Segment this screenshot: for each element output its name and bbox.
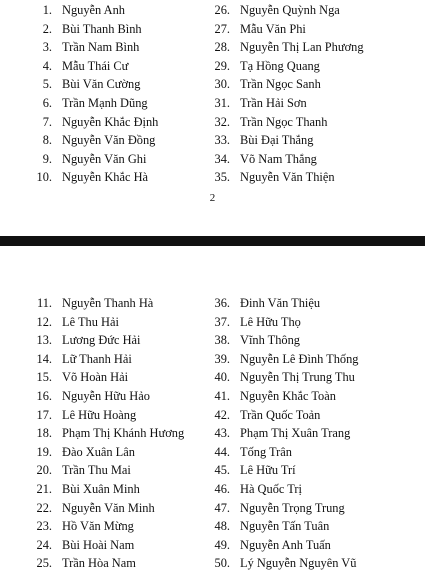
item-name: Vĩnh Thông bbox=[240, 333, 301, 348]
item-number: 34. bbox=[214, 151, 230, 166]
list-item bbox=[24, 20, 204, 39]
list-item bbox=[202, 131, 402, 150]
item-number: 8. bbox=[42, 133, 52, 148]
list-item bbox=[24, 150, 204, 169]
item-number: 32. bbox=[214, 114, 230, 129]
item-number: 5. bbox=[42, 77, 52, 92]
item-number: 14. bbox=[36, 351, 52, 366]
item-number: 10. bbox=[36, 170, 52, 185]
list-item bbox=[24, 331, 204, 350]
list-item bbox=[202, 313, 402, 332]
item-name: Hà Quốc Trị bbox=[240, 481, 302, 496]
list-item bbox=[202, 480, 402, 499]
item-name: Nguyễn Văn Đồng bbox=[62, 133, 156, 148]
item-name: Phạm Thị Xuân Trang bbox=[240, 426, 351, 441]
item-number: 19. bbox=[36, 444, 52, 459]
name-list-right bbox=[202, 1, 402, 187]
item-name: Trần Ngọc Thanh bbox=[240, 114, 328, 129]
item-number: 16. bbox=[36, 388, 52, 403]
item-name: Mẫu Thái Cư bbox=[62, 58, 129, 73]
list-item bbox=[24, 350, 204, 369]
item-name: Bùi Văn Cường bbox=[62, 77, 141, 92]
item-name: Hồ Văn Mừng bbox=[62, 519, 134, 534]
item-number: 3. bbox=[42, 40, 52, 55]
item-name: Lê Hữu Hoàng bbox=[62, 407, 137, 422]
item-name: Trần Nam Bình bbox=[62, 40, 140, 55]
document-page-bottom bbox=[0, 246, 425, 573]
list-item bbox=[202, 38, 402, 57]
item-number: 12. bbox=[36, 314, 52, 329]
list-item bbox=[24, 38, 204, 57]
list-item bbox=[202, 1, 402, 20]
list-item bbox=[24, 406, 204, 425]
item-name: Tạ Hồng Quang bbox=[240, 58, 320, 73]
list-item bbox=[24, 536, 204, 555]
list-item bbox=[202, 536, 402, 555]
item-number: 41. bbox=[214, 388, 230, 403]
item-number: 4. bbox=[42, 58, 52, 73]
item-number: 48. bbox=[214, 519, 230, 534]
item-number: 23. bbox=[36, 519, 52, 534]
item-name: Nguyễn Thanh Hà bbox=[62, 296, 154, 310]
list-item bbox=[202, 406, 402, 425]
list-item bbox=[24, 1, 204, 20]
item-name: Đinh Văn Thiệu bbox=[240, 296, 321, 310]
list-item bbox=[24, 443, 204, 462]
item-number: 24. bbox=[36, 537, 52, 552]
item-name: Nguyễn Hữu Hảo bbox=[62, 388, 150, 403]
item-number: 18. bbox=[36, 426, 52, 441]
item-name: Trần Mạnh Dũng bbox=[62, 95, 148, 110]
item-name: Nguyễn Thị Lan Phương bbox=[240, 40, 364, 55]
list-item bbox=[24, 57, 204, 76]
item-name: Lê Hữu Thọ bbox=[240, 314, 301, 329]
list-item bbox=[202, 368, 402, 387]
list-item bbox=[24, 313, 204, 332]
item-name: Trần Hải Sơn bbox=[240, 95, 307, 110]
item-name: Phạm Thị Khánh Hương bbox=[62, 426, 185, 441]
list-item bbox=[24, 499, 204, 518]
item-number: 9. bbox=[42, 151, 52, 166]
list-item bbox=[202, 150, 402, 169]
item-name: Lê Thu Hải bbox=[62, 314, 119, 329]
item-name: Lê Hữu Trí bbox=[240, 463, 296, 478]
item-number: 21. bbox=[36, 481, 52, 496]
list-item bbox=[24, 75, 204, 94]
item-name: Nguyễn Văn Ghi bbox=[62, 151, 147, 166]
item-number: 27. bbox=[214, 21, 230, 36]
item-number: 37. bbox=[214, 314, 230, 329]
page-separator bbox=[0, 236, 425, 246]
item-number: 25. bbox=[36, 556, 52, 571]
list-item bbox=[202, 517, 402, 536]
item-name: Nguyễn Khắc Định bbox=[62, 114, 159, 129]
list-item bbox=[202, 387, 402, 406]
list-item bbox=[24, 554, 204, 573]
item-number: 38. bbox=[214, 333, 230, 348]
item-name: Mẫu Văn Phi bbox=[240, 21, 306, 36]
item-number: 26. bbox=[214, 3, 230, 17]
item-number: 35. bbox=[214, 170, 230, 185]
item-name: Bùi Thanh Bình bbox=[62, 21, 142, 36]
list-item bbox=[24, 294, 204, 313]
item-name: Nguyễn Anh bbox=[62, 3, 125, 17]
item-name: Trần Hòa Nam bbox=[62, 556, 136, 571]
list-item bbox=[24, 131, 204, 150]
item-name: Tống Trân bbox=[240, 444, 292, 459]
list-item bbox=[24, 517, 204, 536]
item-number: 49. bbox=[214, 537, 230, 552]
list-item bbox=[202, 350, 402, 369]
item-name: Lữ Thanh Hải bbox=[62, 351, 132, 366]
name-list-left bbox=[24, 1, 204, 187]
item-name: Nguyễn Tấn Tuân bbox=[240, 519, 330, 534]
list-item bbox=[202, 168, 402, 187]
item-name: Lý Nguyễn Nguyên Vũ bbox=[240, 556, 357, 571]
list-item bbox=[202, 554, 402, 573]
item-number: 15. bbox=[36, 370, 52, 385]
list-item bbox=[24, 368, 204, 387]
item-number: 7. bbox=[42, 114, 52, 129]
list-item bbox=[202, 57, 402, 76]
item-number: 44. bbox=[214, 444, 230, 459]
item-number: 42. bbox=[214, 407, 230, 422]
item-number: 17. bbox=[36, 407, 52, 422]
item-number: 43. bbox=[214, 426, 230, 441]
list-item bbox=[202, 331, 402, 350]
item-number: 50. bbox=[214, 556, 230, 571]
item-number: 31. bbox=[214, 95, 230, 110]
list-item bbox=[24, 94, 204, 113]
item-number: 2. bbox=[42, 21, 52, 36]
document-page-top bbox=[0, 0, 425, 236]
item-name: Nguyễn Khắc Hà bbox=[62, 170, 149, 185]
item-name: Nguyễn Văn Thiện bbox=[240, 170, 335, 185]
item-name: Võ Nam Thắng bbox=[240, 151, 317, 166]
item-name: Đào Xuân Lân bbox=[62, 444, 135, 459]
item-name: Nguyễn Trọng Trung bbox=[240, 500, 345, 515]
item-number: 39. bbox=[214, 351, 230, 366]
list-item bbox=[24, 113, 204, 132]
list-item bbox=[202, 113, 402, 132]
item-name: Bùi Đại Thắng bbox=[240, 133, 314, 148]
list-item bbox=[24, 480, 204, 499]
item-name: Nguyễn Quỳnh Nga bbox=[240, 3, 340, 17]
list-item bbox=[24, 424, 204, 443]
item-number: 22. bbox=[36, 500, 52, 515]
item-name: Nguyễn Khắc Toàn bbox=[240, 388, 336, 403]
item-name: Trần Thu Mai bbox=[62, 463, 131, 478]
list-item bbox=[202, 424, 402, 443]
item-number: 36. bbox=[214, 296, 230, 310]
item-name: Bùi Hoài Nam bbox=[62, 537, 135, 552]
item-name: Nguyễn Anh Tuấn bbox=[240, 537, 331, 552]
item-number: 40. bbox=[214, 370, 230, 385]
item-number: 28. bbox=[214, 40, 230, 55]
name-list-left bbox=[24, 294, 204, 573]
list-item bbox=[24, 387, 204, 406]
item-name: Nguyễn Văn Minh bbox=[62, 500, 155, 515]
item-number: 20. bbox=[36, 463, 52, 478]
list-item bbox=[202, 75, 402, 94]
item-name: Nguyễn Lê Đình Thống bbox=[240, 351, 359, 366]
item-number: 30. bbox=[214, 77, 230, 92]
list-item bbox=[24, 461, 204, 480]
list-item bbox=[202, 294, 402, 313]
item-number: 11. bbox=[36, 296, 52, 310]
item-name: Lương Đức Hải bbox=[62, 333, 141, 348]
item-name: Võ Hoàn Hải bbox=[62, 370, 129, 385]
list-item bbox=[202, 94, 402, 113]
item-number: 29. bbox=[214, 58, 230, 73]
item-number: 47. bbox=[214, 500, 230, 515]
list-item bbox=[202, 499, 402, 518]
item-number: 1. bbox=[42, 3, 52, 17]
list-item bbox=[202, 20, 402, 39]
page-number: 2 bbox=[209, 192, 216, 204]
item-number: 46. bbox=[214, 481, 230, 496]
list-item bbox=[202, 443, 402, 462]
item-name: Trần Ngọc Sanh bbox=[240, 77, 321, 92]
item-number: 13. bbox=[36, 333, 52, 348]
item-number: 6. bbox=[42, 95, 52, 110]
item-number: 45. bbox=[214, 463, 230, 478]
list-item bbox=[24, 168, 204, 187]
list-item bbox=[202, 461, 402, 480]
name-list-right bbox=[202, 294, 402, 573]
item-name: Trần Quốc Toản bbox=[240, 407, 321, 422]
item-number: 33. bbox=[214, 133, 230, 148]
item-name: Bùi Xuân Minh bbox=[62, 481, 140, 496]
item-name: Nguyễn Thị Trung Thu bbox=[240, 370, 355, 385]
